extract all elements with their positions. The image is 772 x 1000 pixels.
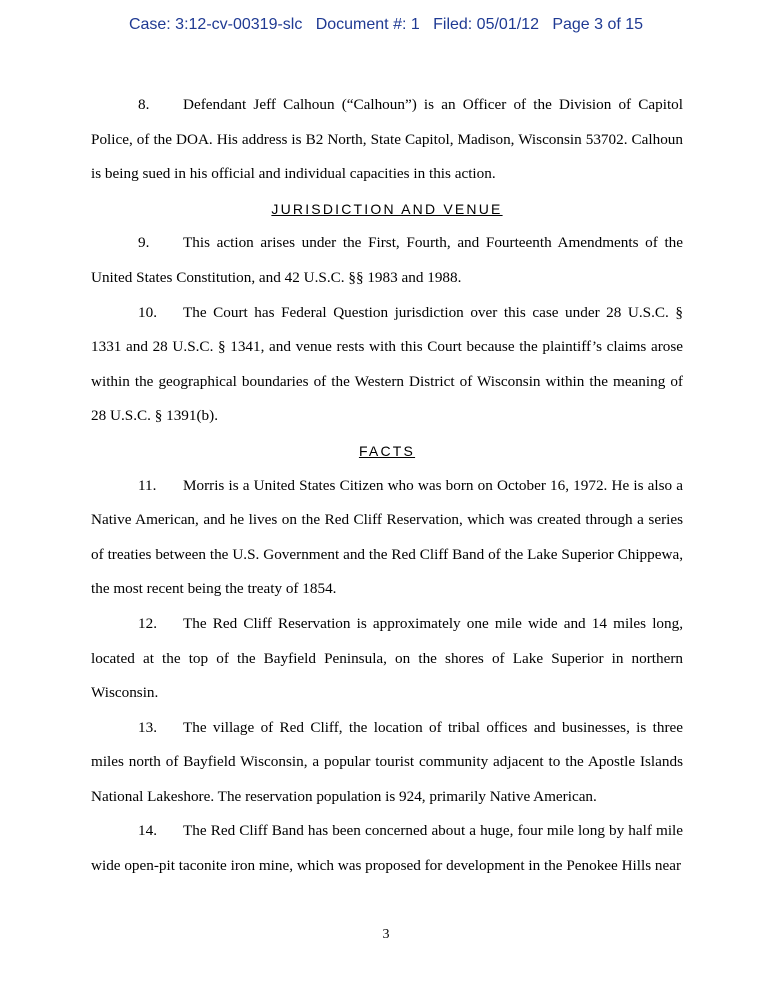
- paragraph-text: This action arises under the First, Fourth, and Fourteenth Amendments of the United States Constitution, and 42 U.S.C. §§ 1983 and 1988.: [91, 234, 683, 286]
- paragraph-number: 9.: [138, 234, 150, 252]
- paragraph-number: 12.: [138, 614, 157, 632]
- paragraph-text: The Red Cliff Reservation is approximately one mile wide and 14 miles long, located at the top of the Bayfield Peninsula, on the shores of Lake Superior in northern Wisconsin.: [91, 614, 683, 702]
- paragraph-number: 8.: [138, 96, 150, 113]
- paragraph-9: [91, 226, 683, 295]
- paragraph-10: [91, 296, 683, 434]
- paragraph-12: [91, 607, 683, 711]
- document-number: Document #: 1: [315, 16, 420, 33]
- filed-date: Filed: 05/01/12: [433, 16, 539, 33]
- paragraph-number: 11.: [138, 476, 157, 494]
- page-indicator: Page 3 of 15: [552, 16, 644, 33]
- paragraph-11: [91, 469, 683, 607]
- paragraph-13: [91, 711, 683, 815]
- paragraph-8: [91, 88, 683, 192]
- paragraph-number: 13.: [138, 718, 157, 736]
- section-heading-facts: FACTS: [358, 442, 416, 459]
- page-number: 3: [382, 927, 390, 942]
- case-number: Case: 3:12-cv-00319-slc: [128, 16, 303, 33]
- ecf-filing-header: [0, 16, 772, 34]
- paragraph-text: The Red Cliff Band has been concerned about a huge, four mile long by half mile wide open-pit taconite iron mine, which was proposed for development in the Penokee Hills near: [91, 822, 683, 875]
- document-body: [91, 88, 683, 884]
- paragraph-number: 10.: [138, 303, 157, 321]
- section-heading-jurisdiction: JURISDICTION AND VENUE: [271, 200, 503, 217]
- paragraph-text: Defendant Jeff Calhoun (“Calhoun”) is an Officer of the Division of Capitol Police, of the DOA. His address is B2 North, State Capitol, Madison, Wisconsin 53702. Calhoun is being sued in his official and individual capacities in this action.: [91, 96, 683, 183]
- paragraph-number: 14.: [138, 822, 157, 840]
- paragraph-text: Morris is a United States Citizen who was born on October 16, 1972. He is also a Native American, and he lives on the Red Cliff Reservation, which was created through a series of treaties between the U.S. Government and the Red Cliff Band of the Lake Superior Chippewa, the most recent being the treaty of 1854.: [91, 476, 683, 598]
- paragraph-text: The village of Red Cliff, the location of tribal offices and businesses, is three miles north of Bayfield Wisconsin, a popular tourist community adjacent to the Apostle Islands National Lakeshore. The reservation population is 924, primarily Native American.: [91, 718, 683, 805]
- paragraph-14: [91, 814, 683, 883]
- paragraph-text: The Court has Federal Question jurisdiction over this case under 28 U.S.C. § 1331 and 28 U.S.C. § 1341, and venue rests with this Court because the plaintiff’s claims arose within the geographical boundaries of the Western District of Wisconsin within the meaning of 28 U.S.C. § 1391(b).: [91, 303, 683, 425]
